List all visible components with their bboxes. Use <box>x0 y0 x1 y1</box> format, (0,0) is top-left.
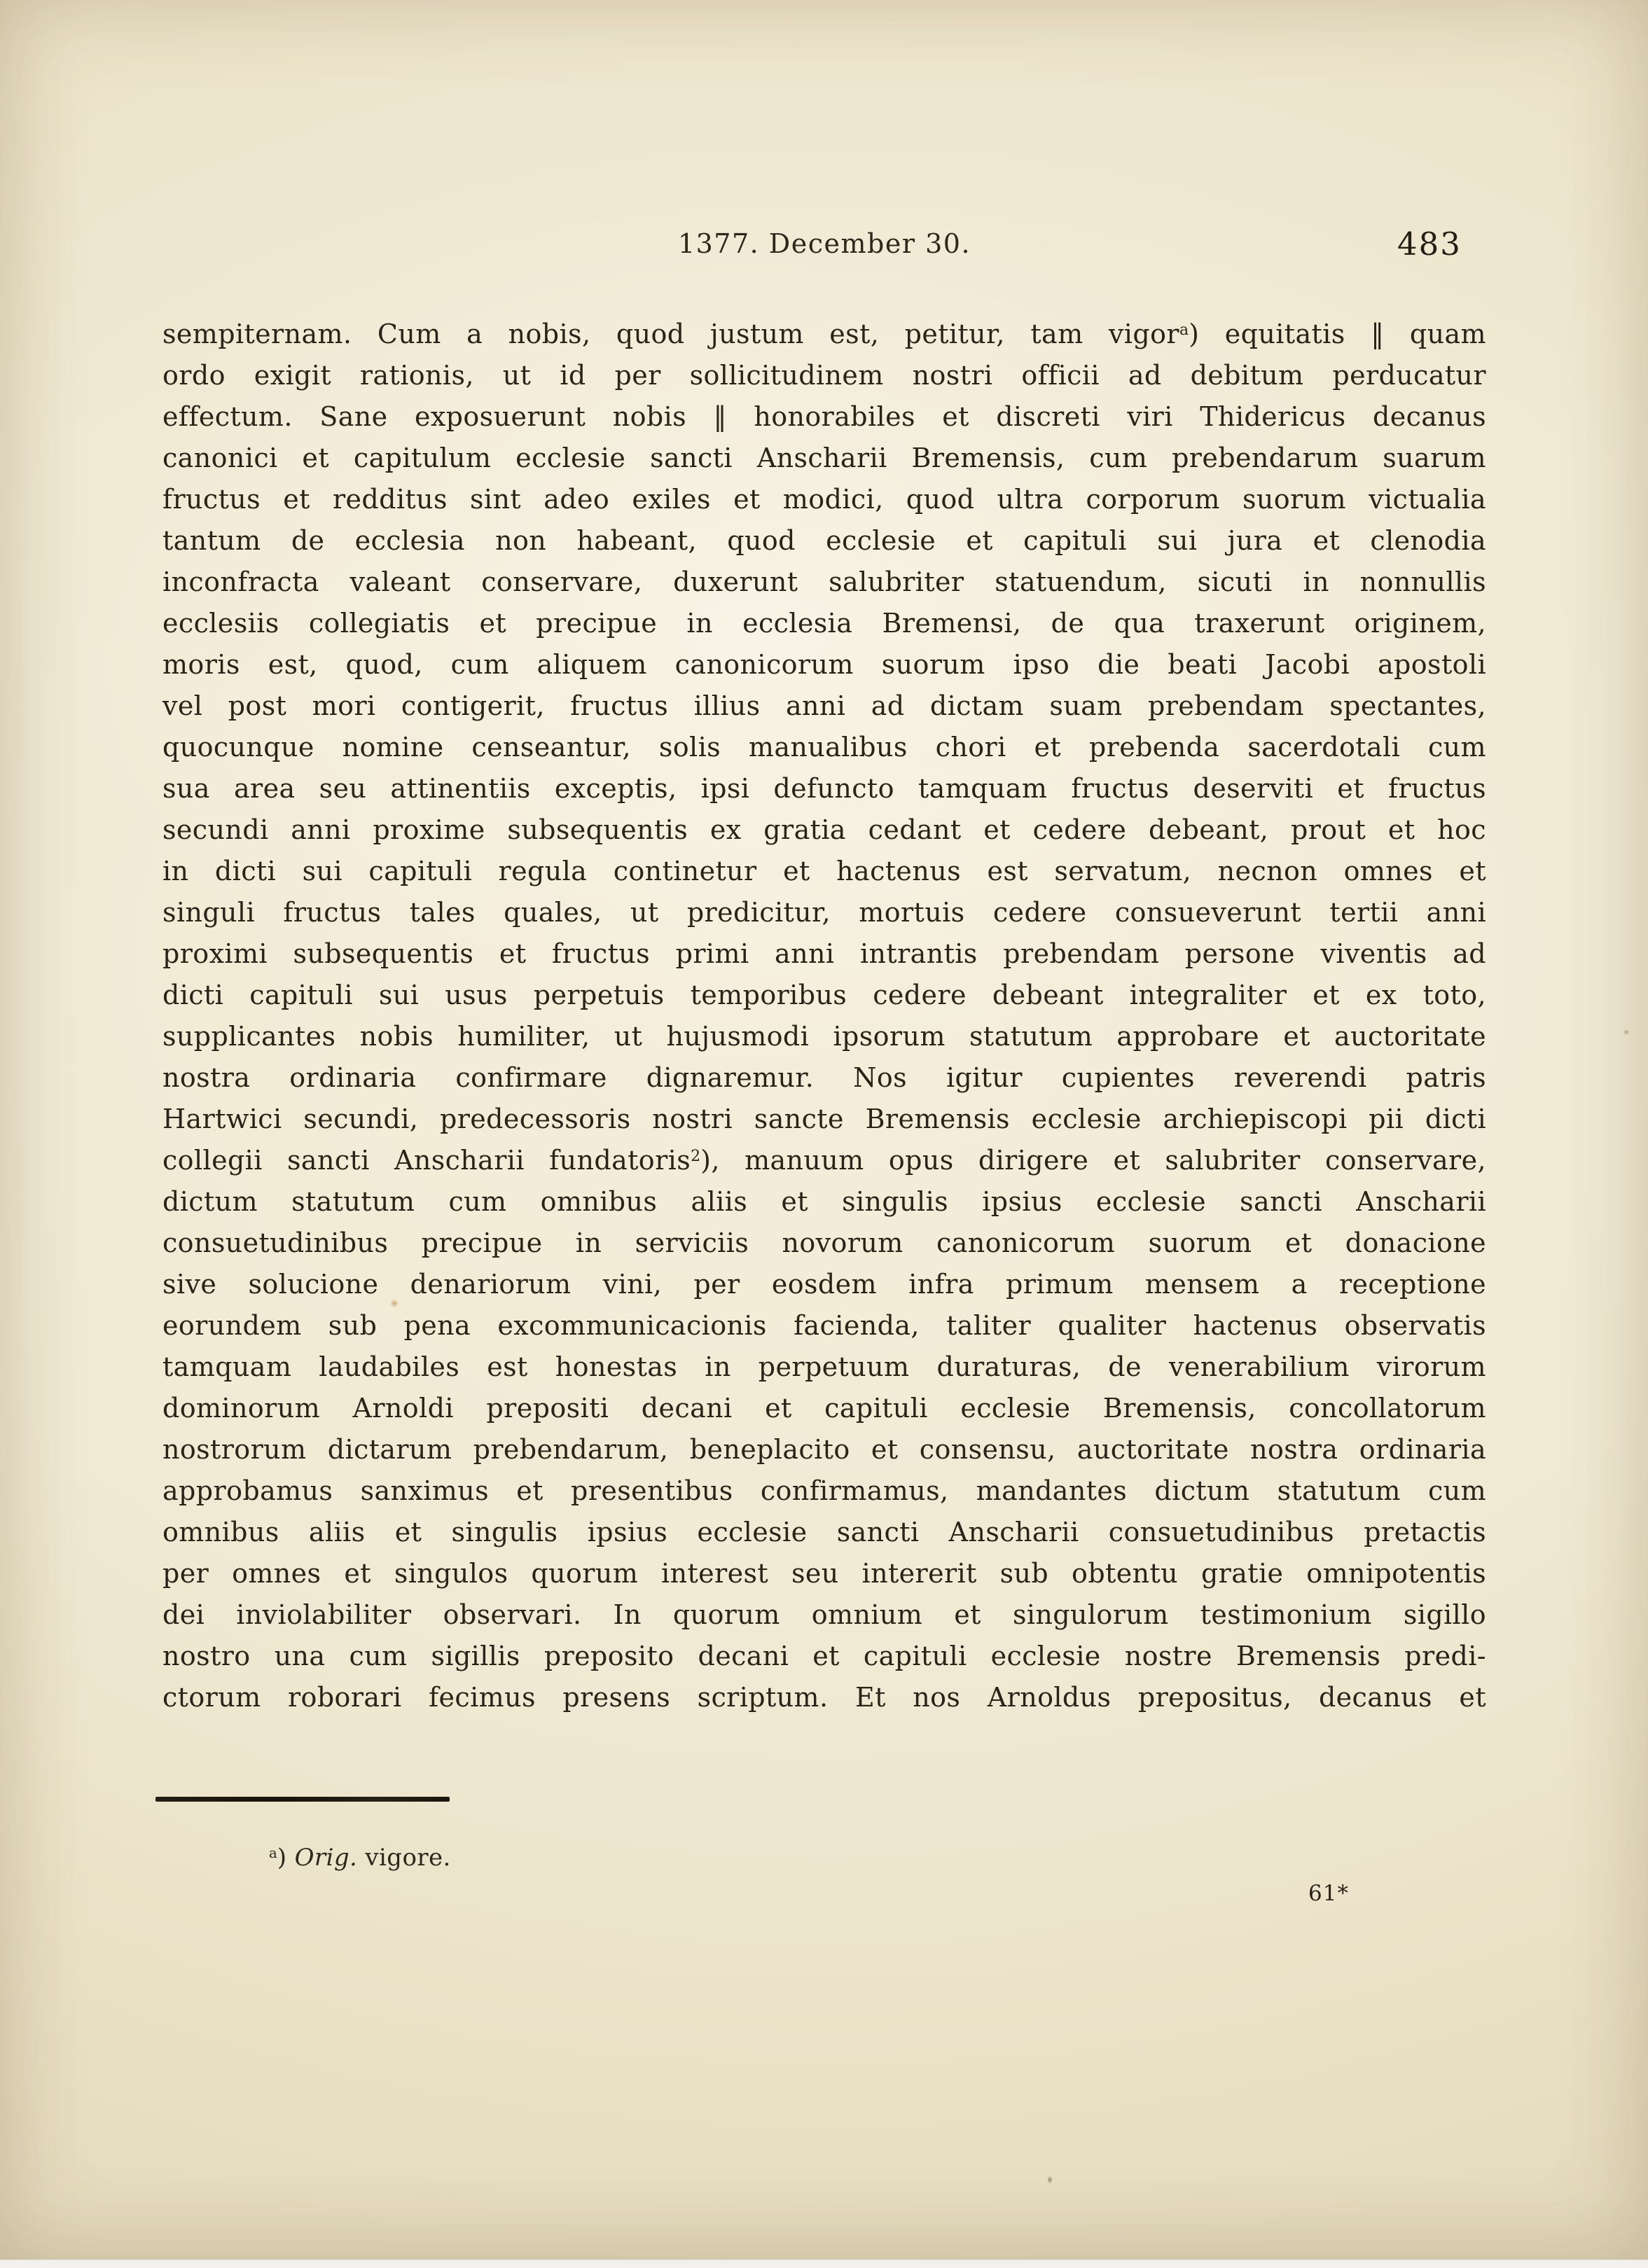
text-line: approbamus sanximus et presentibus confirmamus, mandantes dictum statutum cum <box>162 1475 1486 1506</box>
text-line: nostro una cum sigillis preposito decani et capituli ecclesie nostre Bremensis predi- <box>162 1641 1486 1671</box>
text-line: ecclesiis collegiatis et precipue in ecclesia Bremensi, de qua traxerunt originem, <box>162 608 1486 639</box>
text-line: nostra ordinaria confirmare dignaremur. Nos igitur cupientes reverendi patris <box>162 1062 1486 1093</box>
text-line: quocunque nomine censeantur, solis manualibus chori et prebenda sacerdotali cum <box>162 732 1486 763</box>
text-line: Hartwici secundi, predecessoris nostri sancte Bremensis ecclesie archiepiscopi pii dicti <box>162 1104 1486 1134</box>
text-line: dei inviolabiliter observari. In quorum omnium et singulorum testimonium sigillo <box>162 1599 1486 1630</box>
text-line: tamquam laudabiles est honestas in perpetuum duraturas, de venerabilium virorum <box>162 1351 1486 1382</box>
text-line: vel post mori contigerit, fructus illius anni ad dictam suam prebendam spectantes, <box>162 690 1486 721</box>
page-number: 483 <box>1397 225 1462 263</box>
text-line: dominorum Arnoldi prepositi decani et capituli ecclesie Bremensis, concollatorum <box>162 1393 1486 1424</box>
text-line: sempiternam. Cum a nobis, quod justum est, petitur, tam vigor$^a$) equitatis ‖ quam <box>162 319 1486 349</box>
paper-speck <box>1623 1029 1629 1035</box>
text-line: tantum de ecclesia non habeant, quod ecclesie et capituli sui jura et clenodia <box>162 525 1486 556</box>
scan-edge <box>0 2260 1648 2268</box>
text-line: nostrorum dictarum prebendarum, beneplacito et consensu, auctoritate nostra ordinaria <box>162 1434 1486 1465</box>
text-line: secundi anni proxime subsequentis ex gratia cedant et cedere debeant, prout et hoc <box>162 814 1486 845</box>
text-line: effectum. Sane exposuerunt nobis ‖ honorabiles et discreti viri Thidericus decanus <box>162 401 1486 432</box>
text-line: ordo exigit rationis, ut id per sollicitudinem nostri officii ad debitum perducatur <box>162 360 1486 391</box>
text-line: collegii sancti Anscharii fundatoris$^2$), manuum opus dirigere et salubriter conservare, <box>162 1145 1486 1176</box>
printer-signature-mark: 61* <box>1308 1881 1349 1906</box>
text-line: omnibus aliis et singulis ipsius ecclesie sancti Anscharii consuetudinibus pretactis <box>162 1517 1486 1547</box>
text-line: moris est, quod, cum aliquem canonicorum suorum ipso die beati Jacobi apostoli <box>162 649 1486 680</box>
text-line: inconfracta valeant conservare, duxerunt salubriter statuendum, sicuti in nonnullis <box>162 566 1486 597</box>
text-line: singuli fructus tales quales, ut predicitur, mortuis cedere consueverunt tertii anni <box>162 897 1486 928</box>
body-text <box>162 314 1486 1718</box>
text-line: canonici et capitulum ecclesie sancti Anscharii Bremensis, cum prebendarum suarum <box>162 443 1486 473</box>
text-line: per omnes et singulos quorum interest seu intererit sub obtentu gratie omnipotentis <box>162 1558 1486 1589</box>
text-line: in dicti sui capituli regula continetur et hactenus est servatum, necnon omnes et <box>162 856 1486 886</box>
text-line: dictum statutum cum omnibus aliis et singulis ipsius ecclesie sancti Anscharii <box>162 1186 1486 1217</box>
footnote <box>269 1842 899 1874</box>
text-line: sua area seu attinentiis exceptis, ipsi defuncto tamquam fructus deserviti et fructus <box>162 773 1486 804</box>
text-line: dicti capituli sui usus perpetuis temporibus cedere debeant integraliter et ex toto, <box>162 980 1486 1010</box>
text-line: supplicantes nobis humiliter, ut hujusmodi ipsorum statutum approbare et auctoritate <box>162 1021 1486 1052</box>
text-line: proximi subsequentis et fructus primi anni intrantis prebendam persone viventis ad <box>162 938 1486 969</box>
text-line: sive solucione denariorum vini, per eosdem infra primum mensem a receptione <box>162 1269 1486 1300</box>
footnote-separator-rule <box>155 1797 450 1802</box>
text-line: eorundem sub pena excommunicacionis facienda, taliter qualiter hactenus observatis <box>162 1310 1486 1341</box>
text-line: $^a$) Orig. vigore. <box>269 1844 451 1872</box>
page-header <box>162 228 1486 270</box>
text-line: fructus et redditus sint adeo exiles et modici, quod ultra corporum suorum victualia <box>162 484 1486 515</box>
text-line: ctorum roborari fecimus presens scriptum. Et nos Arnoldus prepositus, decanus et <box>162 1682 1486 1713</box>
text-line: consuetudinibus precipue in serviciis novorum canonicorum suorum et donacione <box>162 1227 1486 1258</box>
date-heading: 1377. December 30. <box>677 228 971 259</box>
paper-speck <box>1048 2175 1052 2185</box>
